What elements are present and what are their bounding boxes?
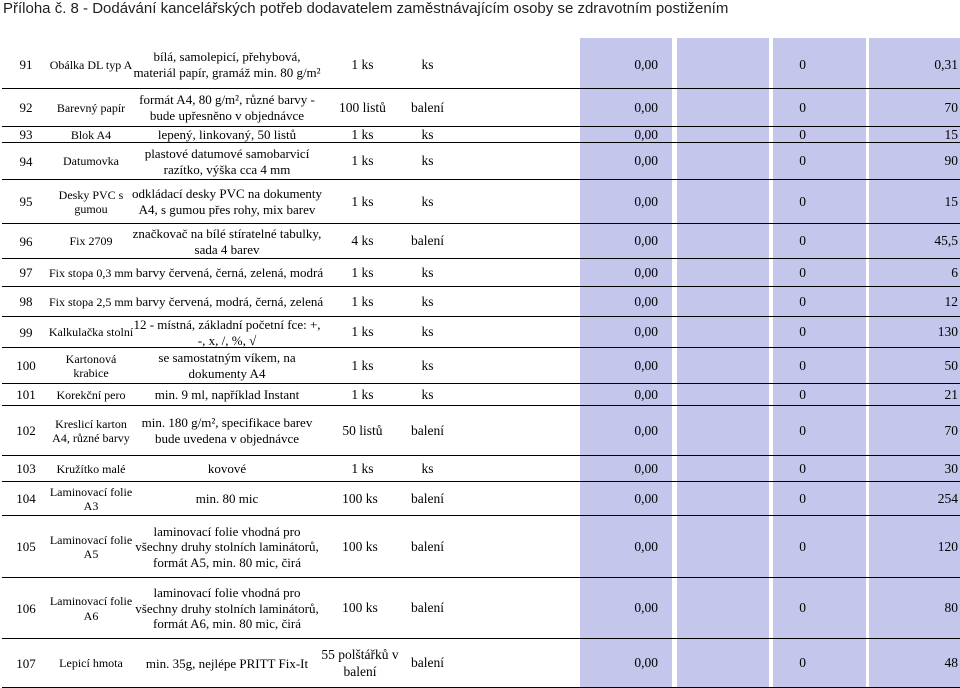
cell-desc: barvy červená, černá, zelená, modrá [135,265,324,281]
cell-desc: se samostatným víkem, na dokumenty A4 [158,350,296,381]
cell-price: 0,00 [634,490,658,506]
cell-item: Kartonová krabice [65,351,117,380]
cell-count: 0 [799,293,806,309]
cell-count: 0 [799,56,806,72]
cell-desc: min. 35g, nejlépe PRITT Fix-It [145,655,309,671]
cell-qty: 1 ks [351,460,374,476]
table-row [2,406,960,456]
cell-unit: ks [421,126,434,142]
cell-count: 0 [799,99,806,115]
cell-qty: 100 ks [342,600,378,616]
cell-item: Kružítko malé [56,461,126,476]
cell-qty: 100 ks [342,538,378,554]
cell-count: 0 [799,460,806,476]
cell-desc: značkovač na bílé stíratelné tabulky, sada 4 barev [132,225,322,257]
cell-desc: kovové [207,461,247,477]
cell-qty: 1 ks [351,56,374,72]
cell-count: 0 [799,422,806,438]
cell-price: 0,00 [634,422,658,438]
table-row [2,287,960,317]
cell-unit: ks [421,460,434,476]
cell-total: 15 [944,126,958,142]
cell-count: 0 [799,126,806,142]
cell-item: Obálka DL typ A [49,57,133,72]
cell-unit: ks [421,264,434,280]
cell-unit: balení [411,538,444,554]
cell-item: Datumovka [63,154,119,169]
table-row [2,516,960,578]
cell-num: 92 [19,100,33,116]
cell-unit: balení [411,233,444,249]
cell-price: 0,00 [634,600,658,616]
cell-num: 102 [16,423,36,439]
cell-item: Laminovací folie A6 [49,594,133,623]
cell-total: 50 [944,357,958,373]
cell-desc: odkládací desky PVC na dokumenty A4, s gumou přes rohy, mix barev [132,186,322,217]
table-row [2,578,960,639]
table-row [2,348,960,384]
cell-total: 21 [944,386,958,402]
table-row [2,456,960,482]
cell-num: 103 [16,461,36,477]
cell-total: 0,31 [934,56,958,72]
cell-desc: 12 - místná, základní početní fce: +, -, x, /, %, √ [133,316,321,348]
cell-item: Lepicí hmota [59,656,123,671]
page-title: Příloha č. 8 - Dodávání kancelářských potřeb dodavatelem zaměstnávajícím osoby se zdravotním postižením [3,0,729,17]
cell-unit: ks [421,324,434,340]
cell-desc: min. 180 g/m², specifikace barev bude uvedena v objednávce [141,415,313,446]
cell-count: 0 [799,193,806,209]
cell-total: 90 [944,153,958,169]
cell-unit: ks [421,386,434,402]
cell-desc: laminovací folie vhodná pro všechny druhy stolních laminátorů, formát A5, min. 80 mic, čirá [135,523,319,570]
cell-total: 80 [944,600,958,616]
cell-qty: 100 ks [342,490,378,506]
table-row [2,224,960,259]
cell-desc: lepený, linkovaný, 50 listů [157,127,297,143]
cell-total: 48 [944,655,958,671]
table-row [2,384,960,406]
cell-item: Fix stopa 0,3 mm [48,265,133,280]
cell-qty: 1 ks [351,386,374,402]
cell-qty: 55 polštářků v balení [321,647,399,679]
cell-price: 0,00 [634,233,658,249]
cell-item: Korekční pero [56,387,126,402]
cell-desc: laminovací folie vhodná pro všechny druhy stolních laminátorů, formát A6, min. 80 mic, čirá [135,585,319,632]
cell-unit: balení [411,655,444,671]
cell-price: 0,00 [634,99,658,115]
cell-num: 96 [19,233,33,249]
cell-qty: 100 listů [339,99,386,115]
cell-item: Desky PVC s gumou [58,187,124,216]
cell-total: 70 [944,99,958,115]
cell-qty: 50 listů [342,422,383,438]
cell-count: 0 [799,233,806,249]
cell-num: 104 [16,491,36,507]
cell-num: 98 [19,294,33,310]
cell-item: Kalkulačka stolní [48,325,134,340]
cell-price: 0,00 [634,293,658,309]
cell-unit: balení [411,99,444,115]
cell-total: 120 [937,538,958,554]
cell-price: 0,00 [634,324,658,340]
cell-total: 70 [944,422,958,438]
cell-num: 100 [16,358,36,374]
cell-qty: 1 ks [351,153,374,169]
cell-total: 45,5 [934,233,958,249]
cell-num: 105 [16,539,36,555]
table-row [2,259,960,287]
cell-unit: balení [411,490,444,506]
cell-count: 0 [799,357,806,373]
cell-num: 99 [19,324,33,340]
cell-count: 0 [799,324,806,340]
cell-qty: 1 ks [351,264,374,280]
cell-num: 93 [19,127,33,143]
cell-unit: ks [421,293,434,309]
cell-unit: ks [421,56,434,72]
cell-count: 0 [799,153,806,169]
cell-desc: barvy červená, modrá, černá, zelená [135,294,324,310]
cell-qty: 1 ks [351,193,374,209]
cell-price: 0,00 [634,56,658,72]
table-row [2,143,960,180]
cell-count: 0 [799,538,806,554]
cell-price: 0,00 [634,153,658,169]
cell-count: 0 [799,386,806,402]
cell-price: 0,00 [634,126,658,142]
cell-total: 6 [951,264,958,280]
cell-unit: balení [411,422,444,438]
cell-qty: 1 ks [351,357,374,373]
cell-price: 0,00 [634,460,658,476]
cell-count: 0 [799,600,806,616]
cell-qty: 1 ks [351,324,374,340]
cell-price: 0,00 [634,193,658,209]
cell-count: 0 [799,655,806,671]
cell-unit: balení [411,600,444,616]
cell-item: Kreslicí karton A4, různé barvy [52,416,130,445]
cell-price: 0,00 [634,264,658,280]
cell-num: 107 [16,655,36,671]
cell-unit: ks [421,193,434,209]
cell-qty: 1 ks [351,293,374,309]
cell-num: 91 [19,57,33,73]
cell-item: Fix stopa 2,5 mm [48,294,133,309]
cell-qty: 1 ks [351,126,374,142]
cell-price: 0,00 [634,386,658,402]
table-row [2,639,960,688]
cell-unit: ks [421,153,434,169]
table-row [2,482,960,516]
table-row [2,41,960,89]
cell-desc: plastové datumové samobarvicí razítko, výška cca 4 mm [144,145,310,177]
cell-price: 0,00 [634,538,658,554]
cell-num: 95 [19,194,33,210]
cell-count: 0 [799,490,806,506]
cell-num: 101 [16,387,36,403]
cell-total: 130 [937,324,958,340]
cell-num: 106 [16,600,36,616]
cell-item: Barevný papír [56,100,126,115]
cell-desc: min. 80 mic [195,491,259,507]
table-row [2,180,960,224]
table-row [2,89,960,127]
table-row [2,317,960,348]
cell-total: 15 [944,193,958,209]
cell-total: 30 [944,460,958,476]
cell-desc: formát A4, 80 g/m², různé barvy - bude upřesněno v objednávce [139,92,315,123]
table-row [2,127,960,143]
cell-price: 0,00 [634,357,658,373]
cell-total: 12 [944,293,958,309]
cell-item: Blok A4 [70,127,112,142]
cell-item: Fix 2709 [69,234,113,249]
cell-num: 94 [19,153,33,169]
cell-total: 254 [937,490,958,506]
cell-price: 0,00 [634,655,658,671]
cell-qty: 4 ks [351,233,374,249]
cell-item: Laminovací folie A3 [49,484,133,513]
cell-item: Laminovací folie A5 [49,532,133,561]
cell-unit: ks [421,357,434,373]
cell-num: 97 [19,265,33,281]
cell-count: 0 [799,264,806,280]
cell-desc: bílá, samolepicí, přehybová, materiál papír, gramáž min. 80 g/m² [133,49,321,80]
cell-desc: min. 9 ml, například Instant [154,387,300,403]
